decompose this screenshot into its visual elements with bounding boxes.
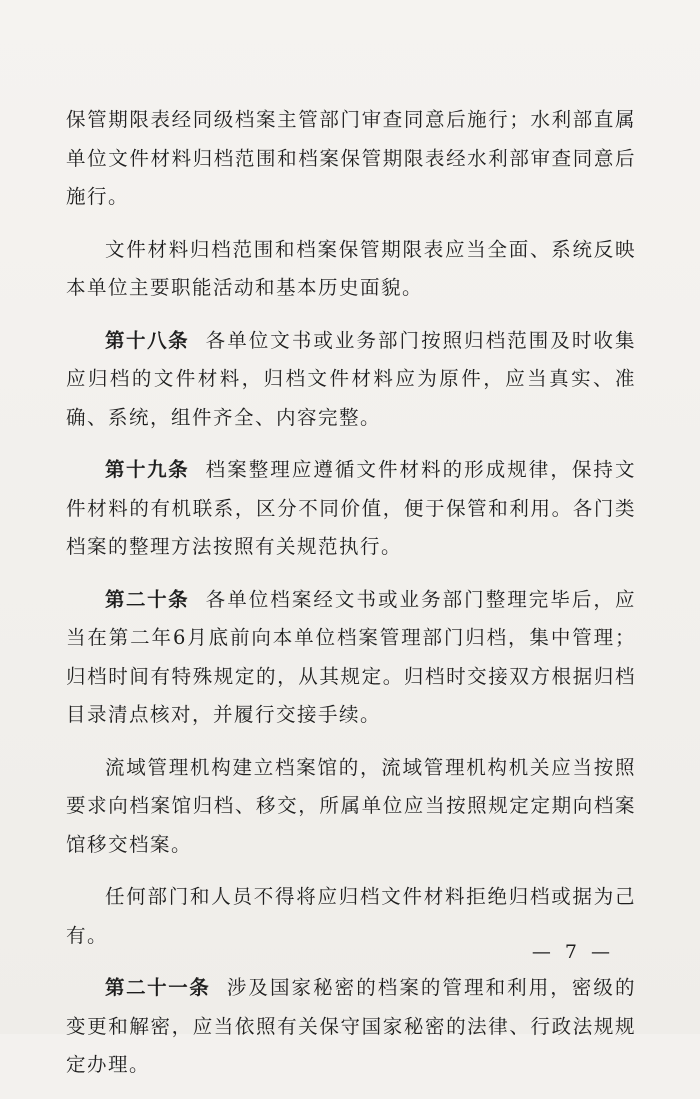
article-number: 第十九条 — [105, 458, 190, 481]
article-21 — [66, 969, 636, 1085]
article-text: 各单位文书或业务部门按照归档范围及时收集应归档的文件材料，归档文件材料应为原件，应当真实、准确、系统，组件齐全、内容完整。 — [66, 328, 636, 429]
article-20 — [66, 581, 636, 735]
article-18 — [66, 322, 636, 438]
paragraph: 流域管理机构建立档案馆的，流域管理机构机关应当按照要求向档案馆归档、移交，所属单位应当按照规定定期向档案馆移交档案。 — [66, 755, 636, 856]
article-text: 各单位档案经文书或业务部门整理完毕后，应当在第二年6月底前向本单位档案管理部门归档，集中管理；归档时间有特殊规定的，从其规定。归档时交接双方根据归档目录清点核对，并履行交接手续。 — [66, 587, 636, 726]
paragraph: 任何部门和人员不得将应归档文件材料拒绝归档或据为己有。 — [66, 885, 636, 947]
article-number: 第二十一条 — [105, 976, 211, 999]
article-number: 第二十条 — [105, 587, 190, 611]
article-text: 涉及国家秘密的档案的管理和利用，密级的变更和解密，应当依照有关保守国家秘密的法律、行政法规规定办理。 — [66, 976, 636, 1076]
article-text: 档案整理应遵循文件材料的形成规律，保持文件材料的有机联系，区分不同价值，便于保管和利用。各门类档案的整理方法按照有关规范执行。 — [66, 458, 636, 558]
page-number: — 7 — — [531, 941, 614, 963]
article-19 — [66, 451, 636, 567]
article-number: 第十八条 — [105, 328, 190, 352]
paragraph-continuation: 保管期限表经同级档案主管部门审查同意后施行；水利部直属单位文件材料归档范围和档案保管期限表经水利部审查同意后施行。 — [66, 108, 636, 208]
paragraph: 文件材料归档范围和档案保管期限表应当全面、系统反映本单位主要职能活动和基本历史面貌。 — [66, 237, 636, 299]
